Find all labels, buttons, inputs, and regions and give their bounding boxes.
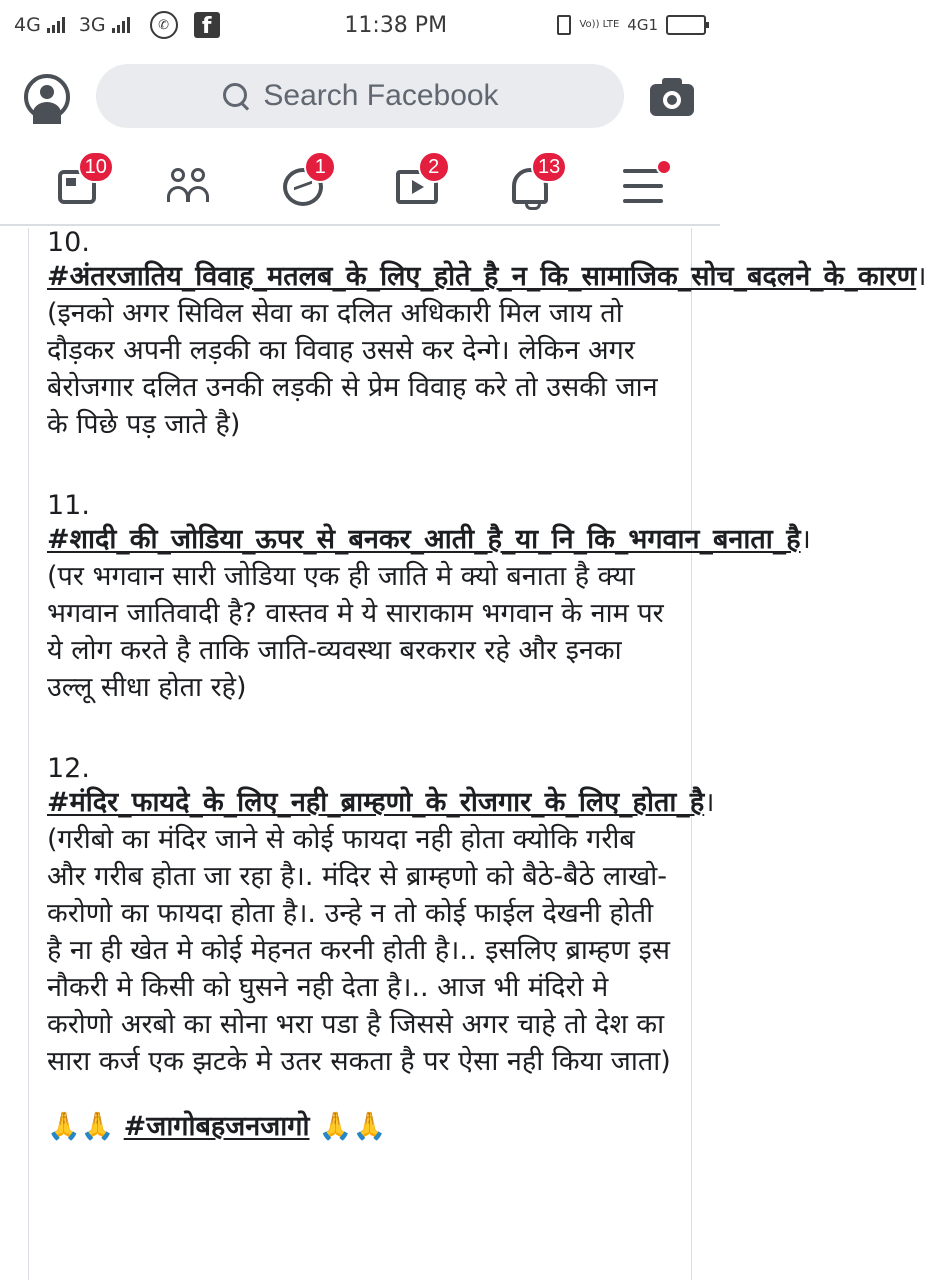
hashtag-link[interactable]: #अंतरजातिय_विवाह_मतलब_के_लिए_होते_है_न_कि_सामाजिक_सोच_बदलने_के_कारण: [47, 261, 917, 292]
vibrate-icon: [557, 15, 571, 35]
list-item: [47, 753, 715, 1080]
post-footer: [47, 1108, 673, 1145]
hashtag-link[interactable]: #शादी_की_जोडिया_ऊपर_से_बनकर_आती_है_या_नि_कि_भगवान_बनाता_है: [47, 524, 801, 555]
notifications-badge: 13: [531, 151, 567, 183]
folded-hands-icon: 🙏🙏: [318, 1111, 387, 1142]
folded-hands-icon: 🙏🙏: [47, 1111, 115, 1142]
watch-badge: 2: [418, 151, 450, 183]
menu-icon: [623, 169, 663, 203]
tab-watch[interactable]: [382, 147, 452, 217]
search-placeholder: Search Facebook: [263, 79, 499, 112]
signal-icon: [47, 17, 65, 33]
signal-icon: [112, 17, 130, 33]
item-body: । (गरीबो का मंदिर जाने से कोई फायदा नही होता क्योकि गरीब और गरीब होता जा रहा है।. मंदिर से ब्राम्हणो को बैठे-बैठे लाखो-करोणो का फायदा होता है।. उन्हे न तो कोई फाईल देखनी होती है ना ही खेत मे कोई मेहनत करनी होती है।.. इसलिए ब्राम्हण इस नौकरी मे किसी को घुसने नही देता है।.. आज भी मंदिरो मे करोणो अरबो का सोना भरा पडा है जिससे अगर चाहे तो देश का सारा कर्ज एक झटके मे उतर सकता है पर ऐसा नही किया जाता): [47, 787, 715, 1077]
network-4g-label: 4G: [14, 14, 41, 36]
search-input[interactable]: [96, 64, 624, 128]
tab-friends[interactable]: [155, 147, 225, 217]
network-3g-label: 3G: [78, 14, 106, 36]
facebook-icon: f: [194, 12, 220, 38]
status-time: 11:38 PM: [344, 12, 448, 38]
item-number: 12.: [47, 753, 90, 784]
item-body: । (पर भगवान सारी जोडिया एक ही जाति मे क्यो बनाता है क्या भगवान जातिवादी है? वास्तव मे ये साराकाम भगवान के नाम पर ये लोग करते है ताकि जाति-व्यवस्था बरकरार रहे और इनका उल्लू सीधा होता रहे): [47, 524, 811, 703]
item-text: [47, 784, 715, 1080]
camera-button[interactable]: [650, 78, 694, 116]
item-number: 11.: [47, 490, 90, 521]
footer-hashtag-link[interactable]: #जागोबहजनजागो: [123, 1111, 310, 1142]
volte-label: Vo)) LTE: [579, 19, 620, 30]
status-bar: [0, 0, 720, 50]
top-nav: [0, 140, 720, 226]
item-text: [47, 521, 811, 706]
item-body: । (इनको अगर सिविल सेवा का दलित अधिकारी मिल जाय तो दौड़कर अपनी लड़की का विवाह उससे कर देन्गे। लेकिन अगर बेरोजगार दलित उनकी लड़की से प्रेम विवाह करे तो उसकी जान के पिछे पड़ जाते है): [47, 261, 926, 440]
hashtag-link[interactable]: #मंदिर_फायदे_के_लिए_नही_ब्राम्हणो_के_रोजगार_के_लिए_होता_है: [47, 787, 705, 818]
tab-notifications[interactable]: [495, 147, 565, 217]
tab-news-feed[interactable]: [42, 147, 112, 217]
friends-icon: [167, 168, 213, 204]
list-item: [47, 490, 811, 706]
menu-notification-dot: [656, 159, 672, 175]
battery-icon: [666, 15, 706, 35]
tab-menu[interactable]: [608, 147, 678, 217]
messenger-badge: 1: [304, 151, 336, 183]
search-icon: [221, 81, 251, 111]
list-item: [47, 227, 926, 443]
item-text: [47, 258, 926, 443]
whatsapp-icon: ✆: [150, 11, 178, 39]
item-number: 10.: [47, 227, 90, 258]
status-right: [557, 15, 706, 35]
news-feed-badge: 10: [78, 151, 114, 183]
post-body: [28, 227, 926, 1280]
search-row: [0, 58, 720, 134]
profile-avatar-icon[interactable]: [24, 74, 70, 120]
tab-messenger[interactable]: [268, 147, 338, 217]
network-4g1-label: 4G1: [627, 16, 658, 34]
